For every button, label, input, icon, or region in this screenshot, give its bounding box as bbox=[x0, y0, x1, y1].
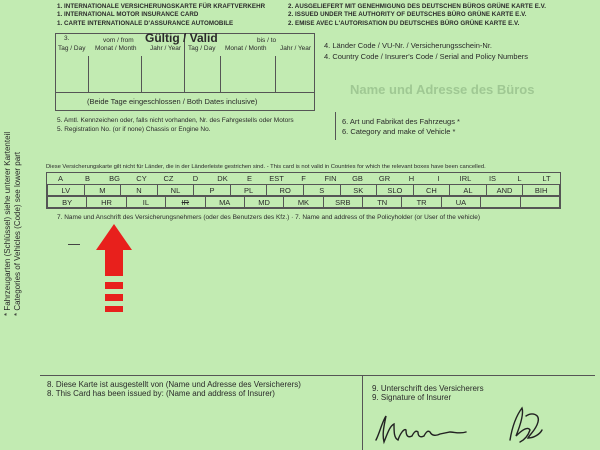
country-code: GR bbox=[378, 174, 391, 183]
country-row-1 bbox=[47, 173, 560, 184]
country-code: D bbox=[192, 174, 199, 183]
country-code: F bbox=[301, 174, 306, 183]
red-arrow-icon bbox=[96, 224, 132, 316]
validity-to-month: Monat / Month bbox=[225, 45, 267, 52]
country-code: MD bbox=[244, 197, 283, 208]
field-5-label bbox=[57, 117, 294, 134]
validity-title: Gültig / Valid bbox=[145, 31, 218, 45]
country-code: CY bbox=[136, 174, 147, 183]
side-text-line-2: * Categories of Vehicles (Code) see lower part bbox=[13, 151, 22, 316]
field-8-line-1: 8. Diese Karte ist ausgestellt von (Name und Adresse des Versicherers) bbox=[47, 380, 301, 389]
country-code: BY bbox=[48, 197, 87, 208]
field-4-line-1: 4. Länder Code / VU-Nr. / Versicherungsschein-Nr. bbox=[324, 41, 492, 50]
validity-from-day: Tag / Day bbox=[58, 45, 86, 52]
country-code: H bbox=[408, 174, 415, 183]
country-code: FIN bbox=[324, 174, 337, 183]
country-code: SK bbox=[340, 185, 377, 196]
header-right-line-3: 2. EMISE AVEC L'AUTORISATION DU DEUTSCHES BÜRO GRÜNE KARTE E.V. bbox=[288, 19, 520, 27]
field-6-line-1: 6. Art und Fabrikat des Fahrzeugs * bbox=[342, 117, 460, 126]
country-code: HR bbox=[87, 197, 126, 208]
country-code: AND bbox=[486, 185, 523, 196]
country-code: B bbox=[84, 174, 90, 183]
validity-to-day: Tag / Day bbox=[188, 45, 216, 52]
validity-from-year: Jahr / Year bbox=[150, 45, 182, 52]
country-code: CH bbox=[413, 185, 450, 196]
field-7-label: 7. Name und Anschrift des Versicherungsnehmers (oder des Benutzers des Kfz.) · 7. Name and address of the Policyholder (or User of the vehicle) bbox=[57, 214, 481, 221]
signature-icon bbox=[370, 402, 590, 450]
country-code: LV bbox=[48, 185, 85, 196]
field-9-line-1: 9. Unterschrift des Versicherers bbox=[372, 384, 484, 393]
bottom-column-divider bbox=[362, 375, 363, 450]
field-8-label bbox=[47, 380, 301, 398]
validity-number: 3. bbox=[64, 35, 70, 42]
country-code: LT bbox=[542, 174, 551, 183]
country-code: TR bbox=[402, 197, 441, 208]
country-code: RO bbox=[267, 185, 304, 196]
country-code: DK bbox=[217, 174, 228, 183]
validity-to-label: bis / to bbox=[257, 37, 277, 44]
validity-to-year: Jahr / Year bbox=[280, 45, 312, 52]
country-code: NL bbox=[157, 185, 194, 196]
country-row-2 bbox=[48, 185, 560, 196]
field-4-label bbox=[324, 41, 528, 61]
field-5-line-1: 5. Amtl. Kennzeichen oder, falls nicht vorhanden, Nr. des Fahrgestells oder Motors bbox=[57, 117, 294, 124]
side-text-line-1: * Fahrzeugarten (Schlüssel) siehe unterer Kartenteil bbox=[3, 131, 12, 316]
country-code: IL bbox=[126, 197, 165, 208]
country-code: GB bbox=[352, 174, 363, 183]
country-code: A bbox=[57, 174, 63, 183]
header-left bbox=[57, 3, 265, 28]
field-9-line-2: 9. Signature of Insurer bbox=[372, 393, 452, 402]
country-code: CZ bbox=[163, 174, 174, 183]
country-code-struck: IR bbox=[166, 197, 205, 208]
country-code: N bbox=[121, 185, 158, 196]
validity-from-label: vom / from bbox=[103, 37, 134, 44]
country-code: EST bbox=[269, 174, 284, 183]
validity-both-dates: (Beide Tage eingeschlossen / Both Dates inclusive) bbox=[87, 97, 258, 106]
field-6-line-2: 6. Category and make of Vehicle * bbox=[342, 127, 456, 136]
field-6-label bbox=[342, 117, 460, 136]
field-5-line-2: 5. Registration No. (or if none) Chassis or Engine No. bbox=[57, 126, 211, 133]
country-row-3 bbox=[48, 197, 560, 208]
field-8-line-2: 8. This Card has been issued by: (Name and address of Insurer) bbox=[47, 389, 275, 398]
country-code: PL bbox=[230, 185, 267, 196]
empty-cell bbox=[481, 197, 520, 208]
country-code: M bbox=[84, 185, 121, 196]
bottom-divider bbox=[40, 375, 595, 376]
side-text bbox=[3, 6, 27, 316]
field-6-box bbox=[335, 112, 336, 140]
country-code: S bbox=[303, 185, 340, 196]
country-code: BIH bbox=[523, 185, 560, 196]
country-code: IS bbox=[488, 174, 497, 183]
field-4-line-2: 4. Country Code / Insurer's Code / Serial and Policy Numbers bbox=[324, 52, 529, 61]
country-table bbox=[46, 172, 561, 209]
country-code: E bbox=[246, 174, 252, 183]
header-left-line-2: 1. INTERNATIONAL MOTOR INSURANCE CARD bbox=[57, 11, 199, 19]
country-code: TN bbox=[363, 197, 402, 208]
country-code: AL bbox=[450, 185, 487, 196]
header-right-line-2: 2. ISSUED UNDER THE AUTHORITY OF DEUTSCHES BÜRO GRÜNE KARTE E.V. bbox=[288, 11, 527, 19]
faint-background-text: Name und Adresse des Büros bbox=[350, 82, 535, 97]
country-code: P bbox=[194, 185, 231, 196]
field-9-label bbox=[372, 384, 484, 402]
country-code: I bbox=[437, 174, 440, 183]
header-right-line-1: 2. AUSGELIEFERT MIT GENEHMIGUNG DES DEUTSCHEN BÜROS GRÜNE KARTE E.V. bbox=[288, 3, 547, 10]
header-left-line-3: 1. CARTE INTERNATIONALE D'ASSURANCE AUTOMOBILE bbox=[57, 19, 234, 27]
country-code: MK bbox=[284, 197, 323, 208]
country-code: SLO bbox=[377, 185, 414, 196]
empty-cell bbox=[520, 197, 560, 208]
country-code: SRB bbox=[323, 197, 362, 208]
country-code: UA bbox=[441, 197, 480, 208]
header-left-line-1: 1. INTERNATIONALE VERSICHERUNGSKARTE FÜR KRAFTVERKEHR bbox=[57, 3, 266, 10]
country-code: IRL bbox=[459, 174, 472, 183]
validity-from-month: Monat / Month bbox=[95, 45, 137, 52]
header-right bbox=[288, 3, 546, 28]
country-notice: Diese Versicherungskarte gilt nicht für Länder, die in der Länderleiste gestrichen sind. - This card is not valid in Countries for which the relevant boxes have been cancelled. bbox=[46, 164, 486, 170]
country-code: BG bbox=[109, 174, 120, 183]
dash-mark bbox=[68, 244, 80, 245]
country-code: MA bbox=[205, 197, 244, 208]
country-code: L bbox=[517, 174, 522, 183]
